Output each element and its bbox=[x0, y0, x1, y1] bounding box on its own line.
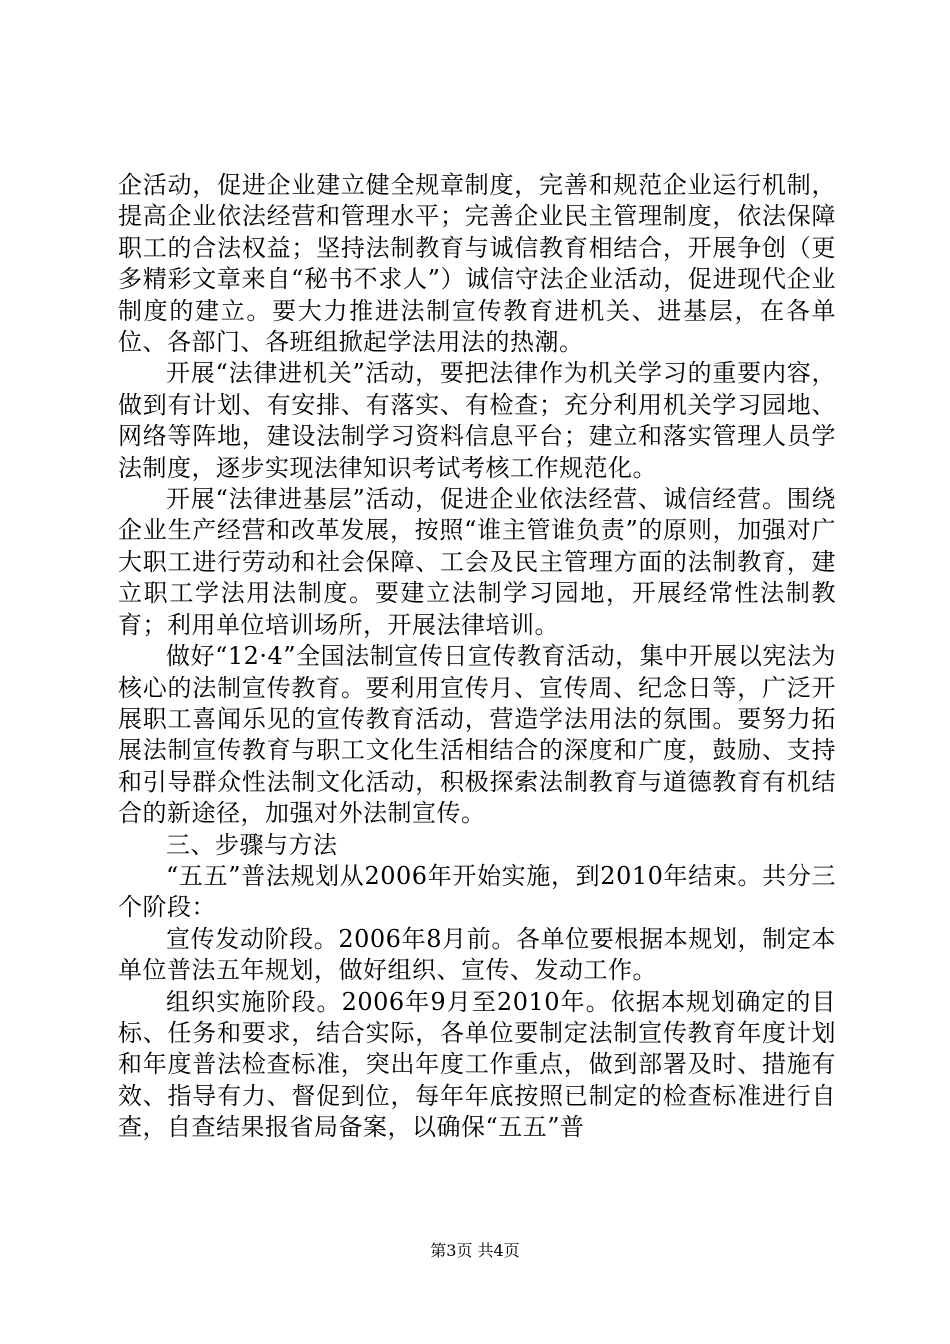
paragraph-law-into-offices: 开展“法律进机关”活动，要把法律作为机关学习的重要内容，做到有计划、有安排、有落实、有检查；充分利用机关学习园地、网络等阵地，建设法制学习资料信息平台；建立和落实管理人员学法制度，逐步实现法律知识考试考核工作规范化。 bbox=[118, 359, 836, 482]
paragraph-mobilization-stage: 宣传发动阶段。2006年8月前。各单位要根据本规划，制定本单位普法五年规划，做好组织、宣传、发动工作。 bbox=[118, 924, 836, 985]
paragraph-implementation-stage: 组织实施阶段。2006年9月至2010年。依据本规划确定的目标、任务和要求，结合实际，各单位要制定法制宣传教育年度计划和年度普法检查标准，突出年度工作重点，做到部署及时、措施有效、指导有力、督促到位，每年年底按照已制定的检查标准进行自查，自查结果报省局备案，以确保“五五”普 bbox=[118, 987, 836, 1142]
page-number-footer: 第3页 共4页 bbox=[430, 1241, 520, 1260]
section-heading-steps-methods: 三、步骤与方法 bbox=[166, 830, 338, 859]
paragraph-legal-publicity-day: 做好“12·4”全国法制宣传日宣传教育活动，集中开展以宪法为核心的法制宣传教育。要利用宣传月、宣传周、纪念日等，广泛开展职工喜闻乐见的宣传教育活动，营造学法用法的氛围。要努力拓展法制宣传教育与职工文化生活相结合的深度和广度，鼓励、支持和引导群众性法制文化活动，积极探索法制教育与道德教育有机结合的新途径，加强对外法制宣传。 bbox=[118, 642, 836, 828]
document-body bbox=[118, 170, 836, 1144]
paragraph-law-into-grassroots: 开展“法律进基层”活动，促进企业依法经营、诚信经营。围绕企业生产经营和改革发展，按照“谁主管谁负责”的原则，加强对广大职工进行劳动和社会保障、工会及民主管理方面的法制教育，建立职工学法用法制度。要建立法制学习园地，开展经常性法制教育；利用单位培训场所，开展法律培训。 bbox=[118, 485, 836, 639]
paragraph-continuation: 企活动，促进企业建立健全规章制度，完善和规范企业运行机制，提高企业依法经营和管理水平；完善企业民主管理制度，依法保障职工的合法权益；坚持法制教育与诚信教育相结合，开展争创（更多精彩文章来自“秘书不求人”）诚信守法企业活动，促进现代企业制度的建立。要大力推进法制宣传教育进机关、进基层，在各单位、各部门、各班组掀起学法用法的热潮。 bbox=[118, 171, 836, 357]
paragraph-plan-timeline: “五五”普法规划从2006年开始实施，到2010年结束。共分三个阶段： bbox=[118, 861, 836, 922]
